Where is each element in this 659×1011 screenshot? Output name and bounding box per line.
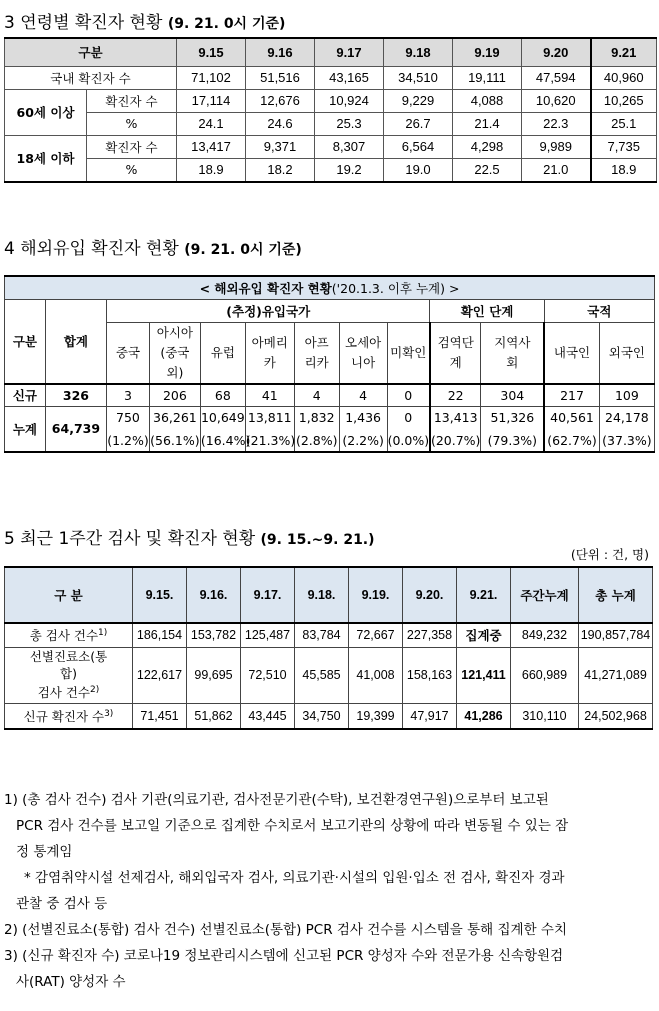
footnote-1-cont: 정 통계임: [16, 844, 73, 860]
cell: 10,649: [200, 406, 245, 429]
cell-pct: (16.4%): [200, 429, 245, 452]
cell: 9,989: [522, 135, 591, 158]
cell: 13,811: [245, 406, 294, 429]
cell: 12,676: [246, 89, 315, 112]
section5-title: 5 최근 1주간 검사 및 확진자 현황 (9. 15.~9. 21.): [4, 529, 375, 549]
header-nationality: 외국인: [599, 322, 654, 384]
cell: 22.5: [453, 158, 522, 182]
section3-title: 3 연령별 확진자 현황 (9. 21. 0시 기준): [4, 13, 286, 33]
cell: 0: [387, 406, 430, 429]
row-label-domestic: 국내 확진자 수: [5, 66, 177, 89]
cell: 41,286: [457, 703, 511, 729]
cell: 10,265: [591, 89, 657, 112]
cell-pct: (2.2%): [339, 429, 387, 452]
footnote-2: 2) (선별진료소(통합) 검사 건수) 선별진료소(통합) PCR 검사 건수를 시스템을 통해 집계한 수치: [4, 922, 568, 938]
cell: 36,261: [149, 406, 200, 429]
cell-pending: 집계중: [457, 623, 511, 647]
header-date: 9.17.: [241, 567, 295, 623]
cell: 24.6: [246, 112, 315, 135]
cell: 206: [149, 384, 200, 406]
cell: 13,417: [177, 135, 246, 158]
footnotes: [4, 787, 654, 995]
header-country-group: (추정)유입국가: [107, 299, 430, 322]
cell: 4,088: [453, 89, 522, 112]
cell: 121,411: [457, 647, 511, 703]
cell: 18.9: [177, 158, 246, 182]
group-over60: 60세 이상: [5, 89, 87, 135]
header-date: 9.21.: [457, 567, 511, 623]
cell: 43,445: [241, 703, 295, 729]
cell: 7,735: [591, 135, 657, 158]
header-stage: 지역사 회: [481, 322, 544, 384]
header-weekly: 주간누계: [511, 567, 579, 623]
header-country: 유럽: [200, 322, 245, 384]
cell-pct: (37.3%): [599, 429, 654, 452]
header-nationality: 내국인: [544, 322, 599, 384]
cell: 43,165: [315, 66, 384, 89]
cell: 4,298: [453, 135, 522, 158]
section4-title: 4 해외유입 확진자 현황 (9. 21. 0시 기준): [4, 239, 302, 259]
footnote-1: 1) (총 검사 건수) 검사 기관(의료기관, 검사전문기관(수탁), 보건환경연구원)으로부터 보고된: [4, 792, 549, 808]
cell: 34,510: [384, 66, 453, 89]
cell: 190,857,784: [579, 623, 653, 647]
age-confirmed-table: [4, 37, 657, 183]
cell-pct: (1.2%): [107, 429, 150, 452]
cell: 72,667: [349, 623, 403, 647]
cell-pct: (62.7%): [544, 429, 599, 452]
cell: 26.7: [384, 112, 453, 135]
cell: 41: [245, 384, 294, 406]
header-country: 미확인: [387, 322, 430, 384]
cell: 0: [387, 384, 430, 406]
header-total: 총 누계: [579, 567, 653, 623]
cell-total: 64,739: [45, 406, 106, 452]
cell: 24,178: [599, 406, 654, 429]
cell: 227,358: [403, 623, 457, 647]
cell: 19.2: [315, 158, 384, 182]
count-label: 확진자 수: [87, 135, 177, 158]
cell: 153,782: [187, 623, 241, 647]
cell: 47,594: [522, 66, 591, 89]
header-date: 9.17: [315, 38, 384, 66]
header-gubun: 구분: [5, 38, 177, 66]
cell-pct: (20.7%): [430, 429, 481, 452]
cell: 71,102: [177, 66, 246, 89]
header-country: 아메리 카: [245, 322, 294, 384]
cell: 660,989: [511, 647, 579, 703]
row-label-new-cases: 신규 확진자 수$^{3)}$: [5, 703, 133, 729]
cell: 83,784: [295, 623, 349, 647]
cell: 21.0: [522, 158, 591, 182]
header-date: 9.19.: [349, 567, 403, 623]
cell: 34,750: [295, 703, 349, 729]
cell-pct: (2.8%): [294, 429, 339, 452]
cell: 24.1: [177, 112, 246, 135]
cell: 186,154: [133, 623, 187, 647]
overseas-confirmed-table: [4, 275, 655, 453]
cell: 41,271,089: [579, 647, 653, 703]
footnote-1-cont: PCR 검사 건수를 보고일 기준으로 집계한 수치로서 보고기관의 상황에 따라 변동될 수 있는 잠: [16, 818, 569, 834]
row-label-total-tests: 총 검사 건수$^{1)}$: [5, 623, 133, 647]
cell: 45,585: [295, 647, 349, 703]
header-gubun: 구 분: [5, 567, 133, 623]
cell: 19,399: [349, 703, 403, 729]
count-label: 확진자 수: [87, 89, 177, 112]
cell: 72,510: [241, 647, 295, 703]
cell: 10,620: [522, 89, 591, 112]
row-label-screening: 선별진료소(통 합) 검사 건수$^{2)}$: [5, 647, 133, 703]
cell: 40,960: [591, 66, 657, 89]
cell: 19,111: [453, 66, 522, 89]
cell: 51,326: [481, 406, 544, 429]
footnote-3-cont: 사(RAT) 양성자 수: [16, 974, 126, 990]
header-date: 9.18.: [295, 567, 349, 623]
header-date: 9.19: [453, 38, 522, 66]
cell: 1,436: [339, 406, 387, 429]
cell: 40,561: [544, 406, 599, 429]
header-date: 9.16: [246, 38, 315, 66]
cell: 4: [339, 384, 387, 406]
header-total: 합계: [45, 299, 106, 384]
cell: 22.3: [522, 112, 591, 135]
header-country: 아시아 (중국 외): [149, 322, 200, 384]
header-date: 9.21: [591, 38, 657, 66]
cell: 304: [481, 384, 544, 406]
cell: 41,008: [349, 647, 403, 703]
cell: 750: [107, 406, 150, 429]
cell: 71,451: [133, 703, 187, 729]
cell: 1,832: [294, 406, 339, 429]
cell: 8,307: [315, 135, 384, 158]
cell: 10,924: [315, 89, 384, 112]
cell: 109: [599, 384, 654, 406]
header-country: 중국: [107, 322, 150, 384]
cell-pct: (56.1%): [149, 429, 200, 452]
header-nationality-group: 국적: [544, 299, 654, 322]
row-label-cumulative: 누계: [5, 406, 46, 452]
cell: 68: [200, 384, 245, 406]
cell: 6,564: [384, 135, 453, 158]
cell: 849,232: [511, 623, 579, 647]
header-date: 9.20: [522, 38, 591, 66]
header-stage: 검역단 계: [430, 322, 481, 384]
footnote-3: 3) (신규 확진자 수) 코로나19 정보관리시스템에 신고된 PCR 양성자 수와 전문가용 신속항원검: [4, 948, 564, 964]
cell: 158,163: [403, 647, 457, 703]
row-label-new: 신규: [5, 384, 46, 406]
unit-label: (단위 : 건, 명): [570, 547, 649, 562]
cell: 51,516: [246, 66, 315, 89]
header-stage-group: 확인 단계: [430, 299, 544, 322]
cell: 47,917: [403, 703, 457, 729]
cell: 3: [107, 384, 150, 406]
cell: 9,371: [246, 135, 315, 158]
header-country: 아프 리카: [294, 322, 339, 384]
cell: 310,110: [511, 703, 579, 729]
cell: 17,114: [177, 89, 246, 112]
weekly-tests-table: [4, 566, 653, 730]
cell: 21.4: [453, 112, 522, 135]
cell: 19.0: [384, 158, 453, 182]
cell: 13,413: [430, 406, 481, 429]
cell-pct: (0.0%): [387, 429, 430, 452]
pct-label: %: [87, 112, 177, 135]
header-date: 9.15.: [133, 567, 187, 623]
header-date: 9.16.: [187, 567, 241, 623]
cell-pct: (21.3%): [245, 429, 294, 452]
cell: 18.9: [591, 158, 657, 182]
header-date: 9.18: [384, 38, 453, 66]
cell: 122,617: [133, 647, 187, 703]
cell: 24,502,968: [579, 703, 653, 729]
cell: 25.1: [591, 112, 657, 135]
cell: 25.3: [315, 112, 384, 135]
cell: 51,862: [187, 703, 241, 729]
header-country: 오세아 니아: [339, 322, 387, 384]
cell: 4: [294, 384, 339, 406]
footnote-1-sub-cont: 관찰 중 검사 등: [16, 896, 108, 912]
cell: 18.2: [246, 158, 315, 182]
cell-pct: (79.3%): [481, 429, 544, 452]
header-gubun: 구분: [5, 299, 46, 384]
cell-total: 326: [45, 384, 106, 406]
group-under18: 18세 이하: [5, 135, 87, 182]
pct-label: %: [87, 158, 177, 182]
cell: 9,229: [384, 89, 453, 112]
header-date: 9.15: [177, 38, 246, 66]
table-caption: < 해외유입 확진자 현황('20.1.3. 이후 누계) >: [5, 276, 655, 299]
cell: 217: [544, 384, 599, 406]
cell: 22: [430, 384, 481, 406]
cell: 125,487: [241, 623, 295, 647]
cell: 99,695: [187, 647, 241, 703]
footnote-1-sub: * 감염취약시설 선제검사, 해외입국자 검사, 의료기관·시설의 입원·입소 전 검사, 확진자 경과: [24, 870, 565, 886]
header-date: 9.20.: [403, 567, 457, 623]
